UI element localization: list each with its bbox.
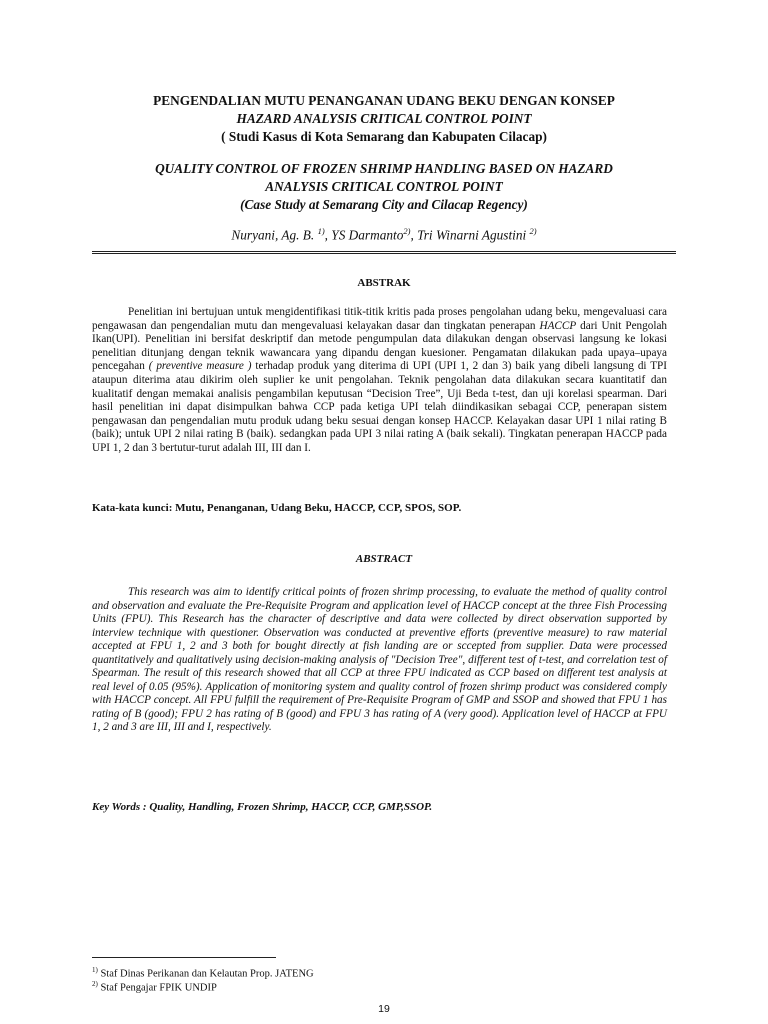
title-id-line2: HAZARD ANALYSIS CRITICAL CONTROL POINT <box>236 111 532 126</box>
title-indonesian <box>60 92 708 146</box>
abstrak-heading: ABSTRAK <box>357 277 411 289</box>
abstract-heading: ABSTRACT <box>355 553 413 565</box>
author-3-affil: 2) <box>529 226 537 236</box>
footnote-2-text: Staf Pengajar FPIK UNDIP <box>97 982 217 994</box>
footnote-2-mark: 2) <box>92 980 98 988</box>
footnote-2 <box>92 978 217 995</box>
title-en-line1: QUALITY CONTROL OF FROZEN SHRIMP HANDLING BASED ON HAZARD <box>155 161 613 176</box>
title-en-line2: ANALYSIS CRITICAL CONTROL POINT <box>265 179 503 194</box>
title-en-line3: (Case Study at Semarang City and Cilacap Regency) <box>240 197 528 212</box>
title-id-line3: ( Studi Kasus di Kota Semarang dan Kabupaten Cilacap) <box>221 129 547 144</box>
abstract-keywords: Key Words : Quality, Handling, Frozen Shrimp, HACCP, CCP, GMP,SSOP. <box>92 801 433 813</box>
abstrak-text-3: terhadap produk yang diterima di UPI (UPI 1, 2 dan 3) baik yang dibeli langsung di TPI ataupun diterima atau dikirim oleh suplier ke unit pengolahan. Teknik pengolahan data dilakukan secara kuantitatif dan kualitatif dengan memakai analisis pengambilan keputusan “Decision Tree”, Uji Beda t-test, dan uji korelasi spearman. Dari hasil penelitian ini dapat disimpulkan bahwa CCP pada ketiga UPI telah diindikasikan sebagai CCP, penerapan sistem pengawasan dan pengendalian mutu produk udang beku sesuai dengan konsep HACCP. Kelayakan dasar UPI 1 nilai rating B (baik); untuk UPI 2 nilai rating B (baik). sedangkan pada UPI 3 nilai rating A (baik sekali). Tingkatan penerapan HACCP pada UPI 1, 2 dan 3 bertutur-turut adalah III, III dan I. <box>92 360 667 454</box>
abstrak-text-1: Penelitian ini bertujuan untuk mengidentifikasi titik-titik kritis pada proses pengolahan udang beku, mengevaluasi cara pengawasan dan pengendalian mutu dan mengevaluasi kelayakan dasar dan tingkatan penerapan <box>92 306 667 332</box>
abstrak-keywords: Kata-kata kunci: Mutu, Penanganan, Udang Beku, HACCP, CCP, SPOS, SOP. <box>92 502 462 514</box>
author-1-affil: 1) <box>317 226 325 236</box>
page-number: 19 <box>378 1003 390 1015</box>
abstrak-italic-preventive: ( preventive measure ) <box>148 360 252 373</box>
footnote-1-text: Staf Dinas Perikanan dan Kelautan Prop. JATENG <box>97 968 314 980</box>
author-2-affil: 2) <box>403 226 411 236</box>
author-list <box>60 226 708 243</box>
author-3: , Tri Winarni Agustini <box>410 227 527 243</box>
title-english <box>60 160 708 214</box>
abstrak-body <box>92 306 667 456</box>
abstrak-text-2: dari Unit Pengolah Ikan(UPI). Penelitian ini bersifat deskriptif dan metode pengumpulan data dilakukan dengan observasi langsung ke lokasi penelitian ditunjang dengan teknik wawancara yang dipandu dengan kuesioner. Pengamatan dilakukan pada upaya–upaya pencegahan <box>92 319 668 373</box>
author-2: , YS Darmanto <box>324 227 404 243</box>
header-divider <box>92 251 676 254</box>
author-1: Nuryani, Ag. B. <box>231 227 315 243</box>
footnote-1-mark: 1) <box>92 966 98 974</box>
abstrak-italic-haccp: HACCP <box>539 319 577 332</box>
footnote-divider <box>92 957 276 958</box>
abstract-body: This research was aim to identify critical points of frozen shrimp processing, to evaluate the method of quality control and observation and evaluate the Pre-Requisite Program and application level of HACCP concept at the three Fish Processing Units (FPU). This Research has the character of descriptive and data were collected by direct observation supported by interview technique with questioner. Observation was conducted at preventive efforts (preventive measure) to raw material accepted at FPU 1, 2 and 3 both for bought directly at fish landing are or sccepted from supplier. Data were processed quantitatively and qualitatively using decision-making analysis of "Decision Tree", different test of t-test, and correlation test of Spearman. The result of this research showed that all CCP at three FPU indicated as CCP based on different test analysis at real level of 0.05 (95%). Application of monitoring system and quality control of frozen shrimp product was considered comply with HACCP concept. All FPU fulfill the requirement of Pre-Requisite Program of GMP and SSOP and showed that FPU 1 has rating of B (good); FPU 2 has rating of B (good) and FPU 3 has rating of A (very good). Application level of HACCP at FPU 1, 2 and 3 are III, III and I, respectively. <box>92 586 667 733</box>
title-id-line1: PENGENDALIAN MUTU PENANGANAN UDANG BEKU DENGAN KONSEP <box>153 93 615 108</box>
